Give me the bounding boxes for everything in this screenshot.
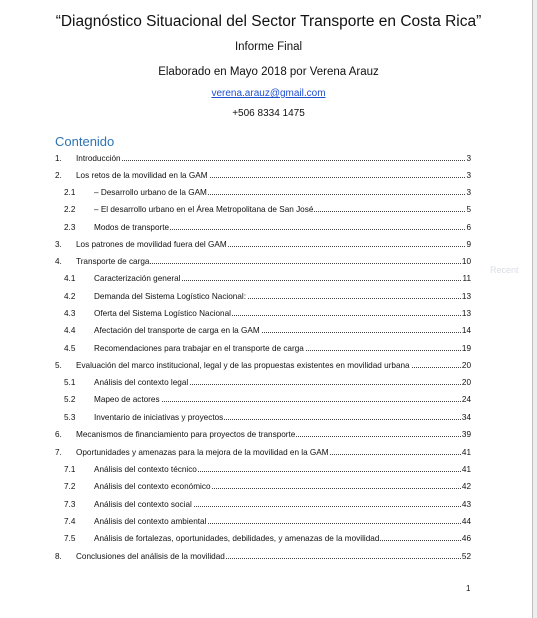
toc-entry[interactable]: [0, 324, 537, 337]
toc-entry-number: 2.3: [64, 223, 76, 232]
toc-entry-title: Transporte de carga: [76, 257, 150, 266]
document-subtitle: Informe Final: [234, 41, 303, 53]
toc-entry[interactable]: [0, 446, 537, 459]
toc-entry-page: 3: [466, 154, 471, 163]
toc-entry-number: 7.5: [64, 534, 76, 543]
toc-entry[interactable]: [0, 359, 537, 372]
toc-entry[interactable]: [0, 238, 537, 251]
toc-entry-number: 7.1: [64, 465, 76, 474]
toc-entry[interactable]: [0, 152, 537, 165]
document-title: “Diagnóstico Situacional del Sector Transporte en Costa Rica”: [55, 13, 482, 30]
toc-entry-page: 6: [466, 223, 471, 232]
toc-entry-title: Mecanismos de financiamiento para proyectos de transporte: [76, 430, 296, 439]
toc-entry-title: Afectación del transporte de carga en la GAM: [94, 326, 260, 335]
toc-entry[interactable]: [0, 272, 537, 285]
toc-entry-number: 2.2: [64, 205, 76, 214]
document-byline: Elaborado en Mayo 2018 por Verena Arauz: [158, 66, 379, 78]
toc-heading: Contenido: [55, 134, 115, 149]
toc-entry[interactable]: [0, 169, 537, 182]
toc-entry-page: 24: [461, 395, 471, 404]
toc-entry-number: 4.: [55, 257, 62, 266]
toc-entry-number: 7.: [55, 448, 62, 457]
toc-entry-title: Demanda del Sistema Logístico Nacional:: [94, 292, 247, 301]
recent-label: Recent: [490, 265, 519, 275]
toc-entry-page: 20: [461, 361, 471, 370]
toc-entry-number: 1.: [55, 154, 62, 163]
toc-entry-page: 44: [461, 517, 471, 526]
toc-entry-title: Análisis del contexto social: [94, 500, 192, 509]
phone-number: +506 8334 1475: [232, 108, 305, 119]
toc-entry-page: 9: [466, 240, 471, 249]
toc-entry-title: – El desarrollo urbano en el Área Metropolitana de San José: [94, 205, 314, 214]
toc-entry-page: 11: [462, 274, 471, 283]
toc-entry-title: Análisis del contexto ambiental: [94, 517, 207, 526]
toc-entry-number: 6.: [55, 430, 62, 439]
toc-entry-page: 43: [461, 500, 471, 509]
toc-entry-number: 4.4: [64, 326, 76, 335]
toc-entry-title: Los retos de la movilidad en la GAM: [76, 171, 208, 180]
toc-entry-title: – Desarrollo urbano de la GAM: [94, 188, 207, 197]
toc-dot-leader: [76, 160, 469, 161]
toc-entry-title: Análisis de fortalezas, oportunidades, debilidades, y amenazas de la movilidad: [94, 534, 380, 543]
toc-entry-page: 39: [461, 430, 471, 439]
toc-entry-page: 13: [461, 292, 471, 301]
toc-entry-title: Recomendaciones para trabajar en el transporte de carga: [94, 344, 304, 353]
toc-entry-number: 4.1: [64, 274, 76, 283]
toc-entry[interactable]: [0, 376, 537, 389]
toc-entry[interactable]: [0, 221, 537, 234]
toc-entry[interactable]: [0, 463, 537, 476]
toc-entry[interactable]: [0, 411, 537, 424]
toc-entry[interactable]: [0, 498, 537, 511]
toc-entry-title: Evaluación del marco institucional, legal y de las propuestas existentes en movilidad urbana: [76, 361, 410, 370]
toc-entry[interactable]: [0, 428, 537, 441]
toc-entry-title: Análisis del contexto legal: [94, 378, 189, 387]
toc-entry[interactable]: [0, 480, 537, 493]
email-link[interactable]: verena.arauz@gmail.com: [211, 88, 326, 99]
toc-entry-page: 14: [461, 326, 471, 335]
toc-entry-page: 52: [461, 552, 471, 561]
toc-entry-title: Modos de transporte: [94, 223, 170, 232]
toc-entry-title: Mapeo de actores: [94, 395, 160, 404]
toc-entry[interactable]: [0, 186, 537, 199]
toc-entry[interactable]: [0, 307, 537, 320]
toc-entry-number: 7.2: [64, 482, 76, 491]
page-number: 1: [466, 584, 471, 593]
toc-entry[interactable]: [0, 342, 537, 355]
toc-entry-page: 13: [461, 309, 471, 318]
toc-entry[interactable]: [0, 393, 537, 406]
toc-entry-number: 5.1: [64, 378, 76, 387]
toc-entry-page: 41: [461, 465, 471, 474]
toc-entry-title: Análisis del contexto económico: [94, 482, 211, 491]
toc-entry-page: 3: [466, 188, 471, 197]
toc-entry-title: Inventario de iniciativas y proyectos: [94, 413, 224, 422]
toc-entry-page: 42: [461, 482, 471, 491]
toc-entry[interactable]: [0, 550, 537, 563]
toc-entry[interactable]: [0, 203, 537, 216]
toc-entry-title: Oferta del Sistema Logístico Nacional: [94, 309, 231, 318]
toc-entry[interactable]: [0, 515, 537, 528]
toc-entry[interactable]: [0, 255, 537, 268]
toc-entry-number: 4.2: [64, 292, 76, 301]
toc-entry-number: 4.3: [64, 309, 76, 318]
toc-entry-title: Caracterización general: [94, 274, 181, 283]
toc-entry-number: 2.1: [64, 188, 76, 197]
toc-entry-page: 20: [461, 378, 471, 387]
toc-entry-page: 34: [461, 413, 471, 422]
toc-entry-title: Introducción: [76, 154, 121, 163]
toc-entry[interactable]: [0, 532, 537, 545]
toc-entry-page: 10: [461, 257, 471, 266]
toc-entry-page: 3: [466, 171, 471, 180]
toc-entry-number: 2.: [55, 171, 62, 180]
toc-entry-title: Los patrones de movilidad fuera del GAM: [76, 240, 227, 249]
toc-entry-number: 5.3: [64, 413, 76, 422]
toc-entry-title: Conclusiones del análisis de la movilidad: [76, 552, 225, 561]
toc-entry-title: Oportunidades y amenazas para la mejora de la movilidad en la GAM: [76, 448, 329, 457]
toc-entry-number: 7.4: [64, 517, 76, 526]
toc-entry-page: 46: [461, 534, 471, 543]
toc-entry-title: Análisis del contexto técnico: [94, 465, 197, 474]
toc-entry-number: 8.: [55, 552, 62, 561]
toc-entry-number: 5.: [55, 361, 62, 370]
toc-entry-page: 5: [466, 205, 471, 214]
toc-entry-page: 19: [461, 344, 471, 353]
toc-entry-number: 5.2: [64, 395, 76, 404]
toc-entry-number: 7.3: [64, 500, 76, 509]
toc-entry-page: 41: [461, 448, 471, 457]
toc-entry[interactable]: [0, 290, 537, 303]
toc-entry-number: 4.5: [64, 344, 76, 353]
toc-entry-number: 3.: [55, 240, 62, 249]
